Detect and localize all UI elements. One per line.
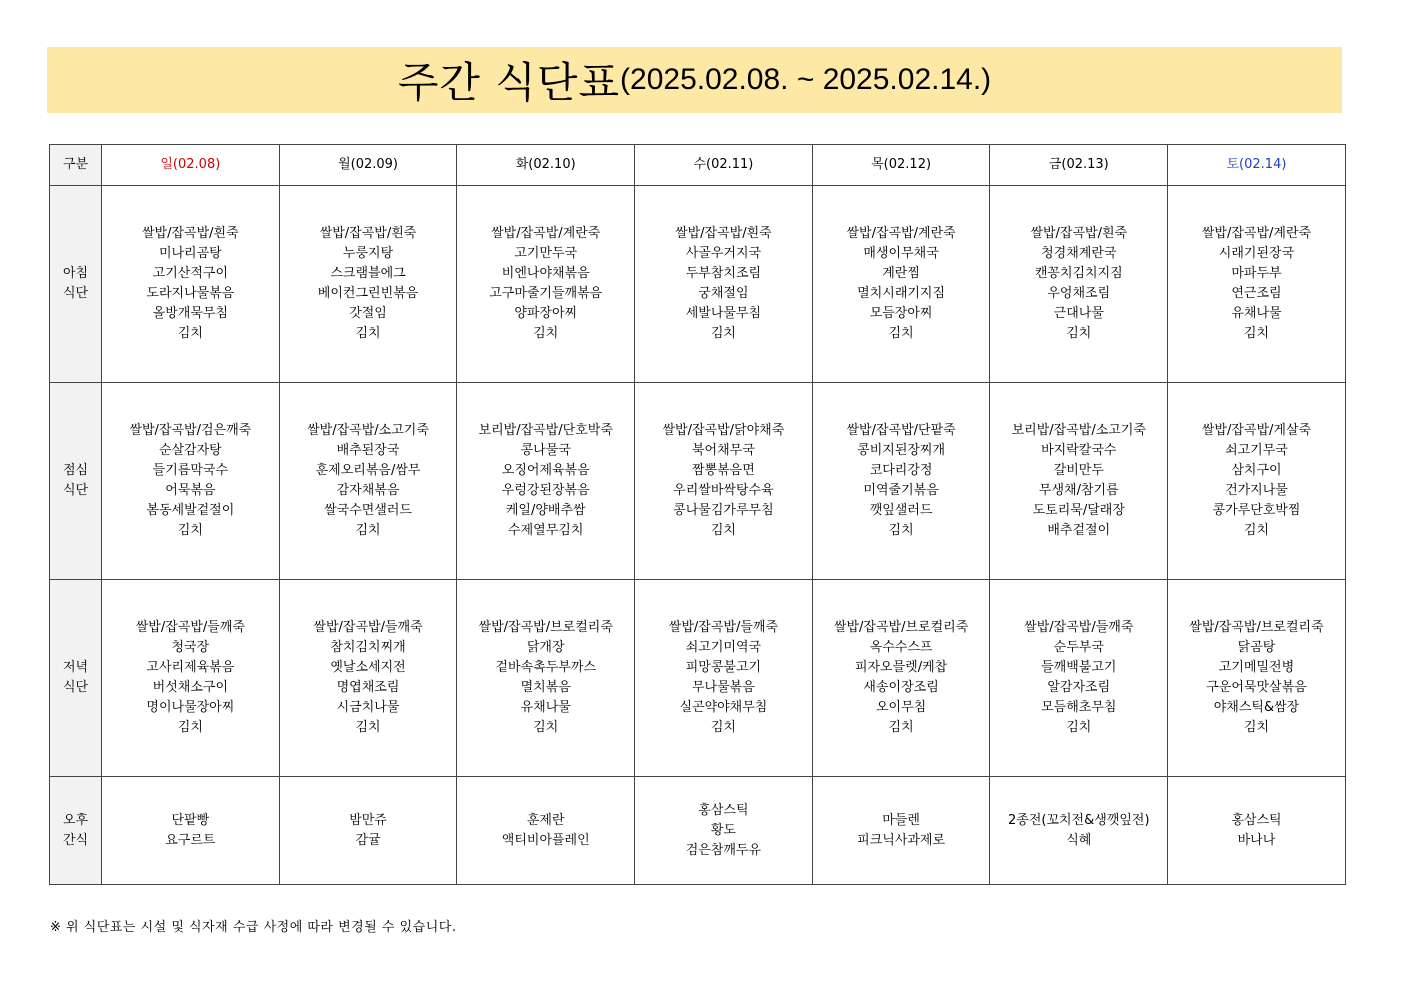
menu-item: 겉바속촉두부까스 bbox=[495, 660, 596, 675]
snack-cell-thu bbox=[812, 777, 990, 885]
menu-item: 도라지나물볶음 bbox=[146, 286, 235, 301]
menu-item: 청경채계란국 bbox=[1041, 246, 1117, 261]
menu-item: 알감자조림 bbox=[1047, 680, 1111, 695]
menu-item: 깻잎샐러드 bbox=[869, 503, 933, 518]
menu-item: 코다리강정 bbox=[869, 463, 933, 478]
menu-item: 피망콩불고기 bbox=[685, 660, 762, 675]
menu-item: 김치 bbox=[1243, 523, 1270, 538]
menu-item: 시금치나물 bbox=[336, 700, 400, 715]
menu-item: 고기만두국 bbox=[514, 246, 578, 261]
menu-item: 김치 bbox=[177, 720, 203, 735]
menu-item: 야채스틱&쌈장 bbox=[1213, 700, 1300, 715]
menu-item: 갈비만두 bbox=[1053, 463, 1104, 478]
dinner-cell-fri bbox=[990, 580, 1168, 777]
menu-item: 미나리곰탕 bbox=[158, 246, 222, 261]
menu-item: 쌀밥/잡곡밥/계란죽 bbox=[1201, 226, 1312, 241]
breakfast-cell-thu bbox=[812, 186, 990, 383]
menu-item: 콩나물김가루무침 bbox=[673, 503, 774, 518]
menu-item: 김치 bbox=[1066, 720, 1092, 735]
menu-item: 모듬해초무침 bbox=[1041, 700, 1117, 715]
row-label-line: 아침 bbox=[62, 266, 89, 281]
menu-item: 올방개묵무침 bbox=[152, 306, 229, 321]
menu-item: 누룽지탕 bbox=[342, 246, 394, 261]
menu-item: 보리밥/잡곡밥/단호박죽 bbox=[478, 423, 613, 438]
menu-item: 쌀밥/잡곡밥/흰죽 bbox=[1030, 226, 1128, 241]
menu-item: 보리밥/잡곡밥/소고기죽 bbox=[1011, 423, 1146, 438]
menu-item: 케일/양배추쌈 bbox=[505, 503, 586, 518]
menu-item: 쌀밥/잡곡밥/흰죽 bbox=[319, 226, 417, 241]
menu-item: 짬뽕볶음면 bbox=[692, 463, 755, 478]
row-label-line: 간식 bbox=[62, 832, 89, 848]
breakfast-row bbox=[50, 186, 1346, 383]
menu-item: 김치 bbox=[355, 523, 381, 538]
menu-item: 감자채볶음 bbox=[336, 483, 400, 498]
header-corner: 구분 bbox=[50, 145, 102, 186]
menu-item: 우렁강된장볶음 bbox=[501, 483, 590, 498]
dinner-label bbox=[50, 580, 102, 777]
menu-item: 쌀밥/잡곡밥/검은깨죽 bbox=[129, 423, 252, 438]
breakfast-cell-sun bbox=[102, 186, 280, 383]
lunch-cell-fri bbox=[990, 383, 1168, 580]
menu-item: 매생이무채국 bbox=[863, 246, 939, 261]
menu-item: 우엉채조림 bbox=[1047, 286, 1111, 301]
menu-item: 갓절임 bbox=[349, 306, 387, 321]
header-day-mon: 월(02.09) bbox=[279, 145, 457, 186]
menu-item: 김치 bbox=[177, 326, 203, 341]
menu-item: 청국장 bbox=[171, 640, 210, 655]
menu-item: 시래기된장국 bbox=[1218, 246, 1295, 261]
menu-item: 바지락칼국수 bbox=[1041, 443, 1117, 458]
menu-item: 스크램블에그 bbox=[330, 266, 406, 281]
menu-item: 구운어묵맛살볶음 bbox=[1206, 680, 1307, 695]
menu-item: 식혜 bbox=[1066, 832, 1092, 848]
menu-item: 어묵볶음 bbox=[165, 483, 216, 498]
title-main: 주간 식단표 bbox=[397, 58, 621, 107]
row-label-line: 오후 bbox=[62, 812, 89, 828]
menu-item: 쌀밥/잡곡밥/브로컬리죽 bbox=[478, 620, 613, 635]
menu-item: 홍삼스틱 bbox=[698, 802, 749, 818]
menu-item: 김치 bbox=[533, 720, 559, 735]
snack-row bbox=[50, 777, 1346, 885]
menu-item: 새송이장조림 bbox=[863, 680, 939, 695]
menu-item: 수제열무김치 bbox=[508, 523, 584, 538]
menu-item: 고기산적구이 bbox=[152, 266, 229, 281]
menu-item: 마들렌 bbox=[882, 812, 920, 828]
menu-item: 닭개장 bbox=[526, 640, 565, 655]
menu-item: 양파장아찌 bbox=[514, 306, 578, 321]
menu-item: 유채나물 bbox=[1231, 306, 1282, 321]
header-day-tue: 화(02.10) bbox=[457, 145, 635, 186]
menu-item: 비엔나야채볶음 bbox=[501, 266, 590, 281]
menu-item: 김치 bbox=[1243, 326, 1270, 341]
dinner-cell-thu bbox=[812, 580, 990, 777]
breakfast-label bbox=[50, 186, 102, 383]
dinner-cell-sun bbox=[102, 580, 280, 777]
menu-item: 북어채무국 bbox=[692, 443, 755, 458]
menu-item: 피크닉사과제로 bbox=[857, 832, 946, 848]
breakfast-cell-tue bbox=[457, 186, 635, 383]
footnote: ※ 위 식단표는 시설 및 식자재 수급 사정에 따라 변경될 수 있습니다. bbox=[50, 920, 457, 935]
menu-item: 액티비아플레인 bbox=[501, 832, 590, 848]
menu-item: 감귤 bbox=[355, 832, 381, 848]
menu-item: 김치 bbox=[888, 523, 914, 538]
menu-item: 김치 bbox=[1066, 326, 1092, 341]
menu-item: 두부참치조림 bbox=[685, 266, 762, 281]
menu-item: 쌀밥/잡곡밥/브로컬리죽 bbox=[1189, 620, 1324, 635]
breakfast-cell-wed bbox=[635, 186, 813, 383]
menu-item: 김치 bbox=[533, 326, 559, 341]
row-label-line: 식단 bbox=[62, 680, 89, 695]
menu-item: 콩가루단호박찜 bbox=[1212, 503, 1301, 518]
snack-cell-sat bbox=[1168, 777, 1346, 885]
menu-item: 미역줄기볶음 bbox=[863, 483, 939, 498]
menu-item: 쌀밥/잡곡밥/게살죽 bbox=[1201, 423, 1312, 438]
menu-item: 쌀밥/잡곡밥/들깨죽 bbox=[135, 620, 245, 635]
dinner-cell-tue bbox=[457, 580, 635, 777]
menu-item: 황도 bbox=[710, 822, 736, 838]
menu-item: 김치 bbox=[177, 523, 203, 538]
dinner-cell-wed bbox=[635, 580, 813, 777]
snack-cell-mon bbox=[279, 777, 457, 885]
menu-item: 마파두부 bbox=[1231, 266, 1282, 281]
dinner-cell-sat bbox=[1168, 580, 1346, 777]
menu-item: 김치 bbox=[888, 326, 914, 341]
menu-item: 밤만쥬 bbox=[349, 812, 387, 828]
title-date-range: (2025.02.08. ~ 2025.02.14.) bbox=[620, 63, 992, 96]
menu-item: 쌀국수면샐러드 bbox=[324, 503, 412, 518]
lunch-cell-thu bbox=[812, 383, 990, 580]
menu-item: 도토리묵/달래장 bbox=[1032, 503, 1125, 518]
menu-item: 명이나물장아찌 bbox=[146, 700, 235, 715]
menu-item: 들깨백불고기 bbox=[1041, 660, 1117, 675]
row-label-line: 저녁 bbox=[62, 660, 89, 675]
snack-cell-tue bbox=[457, 777, 635, 885]
lunch-cell-sat bbox=[1168, 383, 1346, 580]
snack-cell-wed bbox=[635, 777, 813, 885]
dinner-row bbox=[50, 580, 1346, 777]
menu-item: 멸치볶음 bbox=[520, 680, 571, 695]
row-label-line: 식단 bbox=[62, 286, 89, 301]
breakfast-cell-mon bbox=[279, 186, 457, 383]
menu-item: 오징어제육볶음 bbox=[501, 463, 590, 478]
menu-item: 옥수수스프 bbox=[869, 640, 933, 655]
menu-item: 쌀밥/잡곡밥/흰죽 bbox=[142, 226, 239, 241]
menu-item: 연근조림 bbox=[1231, 286, 1282, 301]
menu-item: 김치 bbox=[355, 326, 381, 341]
menu-item: 2종전(꼬치전&생깻잎전) bbox=[1007, 812, 1150, 828]
snack-cell-sun bbox=[102, 777, 280, 885]
menu-item: 명엽채조림 bbox=[336, 680, 400, 695]
menu-item: 멸치시래기지짐 bbox=[857, 286, 946, 301]
menu-item: 사골우거지국 bbox=[685, 246, 762, 261]
menu-item: 봄동세발겉절이 bbox=[146, 503, 235, 518]
lunch-cell-mon bbox=[279, 383, 457, 580]
menu-item: 요구르트 bbox=[165, 832, 216, 848]
header-day-wed: 수(02.11) bbox=[635, 145, 813, 186]
header-day-fri: 금(02.13) bbox=[990, 145, 1168, 186]
header-day-sat: 토(02.14) bbox=[1168, 145, 1346, 186]
menu-item: 근대나물 bbox=[1053, 306, 1104, 321]
menu-item: 훈제오리볶음/쌈무 bbox=[315, 463, 421, 478]
menu-item: 쌀밥/잡곡밥/브로컬리죽 bbox=[833, 620, 969, 635]
menu-item: 유채나물 bbox=[520, 700, 571, 715]
menu-item: 고구마줄기들깨볶음 bbox=[489, 286, 603, 301]
menu-item: 배추겉절이 bbox=[1047, 523, 1111, 538]
menu-item: 실곤약야채무침 bbox=[679, 700, 768, 715]
page-title bbox=[47, 47, 1342, 113]
row-label-line: 식단 bbox=[62, 483, 89, 498]
menu-item: 모듬장아찌 bbox=[869, 306, 933, 321]
menu-item: 참치김치찌개 bbox=[330, 640, 406, 655]
menu-item: 무나물볶음 bbox=[692, 680, 755, 695]
menu-item: 순살감자탕 bbox=[158, 443, 222, 458]
lunch-row bbox=[50, 383, 1346, 580]
menu-item: 쌀밥/잡곡밥/계란죽 bbox=[491, 226, 601, 241]
menu-item: 김치 bbox=[1243, 720, 1270, 735]
menu-item: 훈제란 bbox=[526, 812, 565, 828]
menu-item: 궁채절임 bbox=[698, 286, 749, 301]
menu-item: 콩나물국 bbox=[520, 443, 571, 458]
menu-item: 검은참깨두유 bbox=[685, 842, 762, 858]
menu-item: 피자오믈렛/케찹 bbox=[854, 660, 948, 675]
menu-item: 쌀밥/잡곡밥/들깨죽 bbox=[668, 620, 779, 635]
breakfast-cell-sat bbox=[1168, 186, 1346, 383]
menu-item: 순두부국 bbox=[1053, 640, 1104, 655]
snack-label bbox=[50, 777, 102, 885]
menu-item: 우리쌀바싹탕수육 bbox=[673, 483, 774, 498]
menu-item: 들기름막국수 bbox=[152, 463, 229, 478]
menu-item: 고사리제육볶음 bbox=[146, 660, 235, 675]
lunch-label bbox=[50, 383, 102, 580]
menu-item: 김치 bbox=[710, 523, 736, 538]
menu-item: 건가지나물 bbox=[1225, 483, 1288, 498]
header-row bbox=[50, 145, 1346, 186]
menu-item: 쌀밥/잡곡밥/단팥죽 bbox=[846, 423, 956, 438]
menu-item: 무생채/참기름 bbox=[1038, 483, 1119, 498]
menu-item: 김치 bbox=[888, 720, 914, 735]
menu-item: 캔꽁치김치지짐 bbox=[1034, 266, 1123, 281]
header-day-thu: 목(02.12) bbox=[812, 145, 990, 186]
menu-item: 배추된장국 bbox=[336, 443, 400, 458]
row-label-line: 점심 bbox=[62, 463, 89, 478]
breakfast-cell-fri bbox=[990, 186, 1168, 383]
menu-item: 김치 bbox=[710, 326, 736, 341]
header-day-sun: 일(02.08) bbox=[102, 145, 280, 186]
menu-item: 베이컨그린빈볶음 bbox=[317, 286, 419, 301]
menu-item: 고기메밀전병 bbox=[1218, 660, 1295, 675]
menu-item: 쌀밥/잡곡밥/흰죽 bbox=[675, 226, 772, 241]
menu-item: 쇠고기무국 bbox=[1225, 443, 1288, 458]
menu-item: 옛날소세지전 bbox=[330, 660, 406, 675]
menu-item: 쌀밥/잡곡밥/들깨죽 bbox=[1024, 620, 1134, 635]
menu-item: 버섯채소구이 bbox=[152, 680, 229, 695]
menu-item: 계란찜 bbox=[882, 266, 920, 281]
menu-item: 세발나물무침 bbox=[685, 306, 762, 321]
snack-cell-fri bbox=[990, 777, 1168, 885]
lunch-cell-tue bbox=[457, 383, 635, 580]
menu-item: 쌀밥/잡곡밥/계란죽 bbox=[846, 226, 956, 241]
menu-item: 쌀밥/잡곡밥/들깨죽 bbox=[313, 620, 423, 635]
dinner-cell-mon bbox=[279, 580, 457, 777]
menu-item: 홍삼스틱 bbox=[1231, 812, 1282, 828]
lunch-cell-wed bbox=[635, 383, 813, 580]
menu-item: 닭곰탕 bbox=[1237, 640, 1276, 655]
menu-item: 김치 bbox=[355, 720, 381, 735]
menu-item: 쌀밥/잡곡밥/소고기죽 bbox=[307, 423, 429, 438]
menu-item: 김치 bbox=[710, 720, 736, 735]
menu-item: 삼치구이 bbox=[1231, 463, 1282, 478]
lunch-cell-sun bbox=[102, 383, 280, 580]
menu-item: 오이무침 bbox=[875, 700, 927, 715]
menu-item: 콩비지된장찌개 bbox=[857, 443, 946, 458]
menu-item: 쇠고기미역국 bbox=[685, 640, 762, 655]
menu-item: 쌀밥/잡곡밥/닭야채죽 bbox=[662, 423, 785, 438]
menu-table bbox=[49, 144, 1346, 885]
menu-item: 바나나 bbox=[1237, 832, 1276, 848]
menu-item: 단팥빵 bbox=[171, 812, 210, 828]
